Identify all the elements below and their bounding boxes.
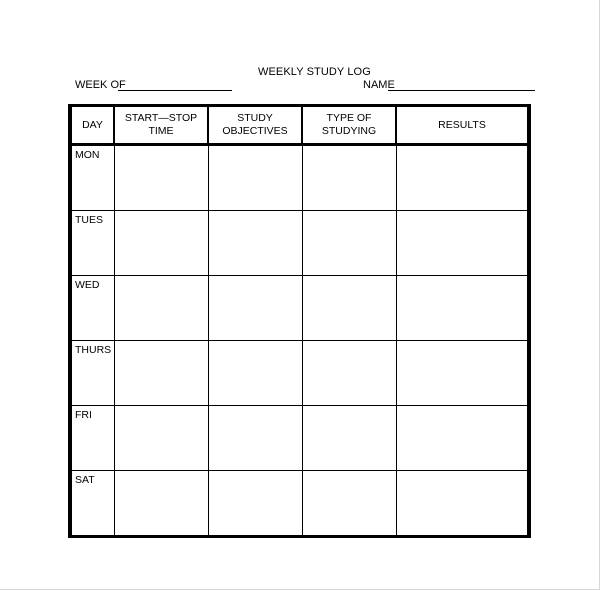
day-cell: THURS	[70, 341, 114, 406]
results-cell[interactable]	[396, 406, 529, 471]
table-row	[70, 145, 529, 211]
objectives-cell[interactable]	[208, 406, 302, 471]
header-type-of-studying	[302, 106, 396, 145]
table-row	[70, 471, 529, 537]
header-results	[396, 106, 529, 145]
time-cell[interactable]	[114, 145, 208, 211]
objectives-cell[interactable]	[208, 145, 302, 211]
table-row	[70, 276, 529, 341]
header-day	[70, 106, 114, 145]
week-of-blank-line[interactable]	[118, 90, 232, 91]
header-objectives-line2: OBJECTIVES	[222, 125, 288, 137]
objectives-cell[interactable]	[208, 211, 302, 276]
results-cell[interactable]	[396, 341, 529, 406]
header-type-line1: TYPE OF	[326, 112, 372, 124]
time-cell[interactable]	[114, 211, 208, 276]
study-log-table	[68, 104, 531, 538]
day-cell: WED	[70, 276, 114, 341]
document-title: WEEKLY STUDY LOG	[258, 66, 371, 78]
type-cell[interactable]	[302, 211, 396, 276]
objectives-cell[interactable]	[208, 341, 302, 406]
time-cell[interactable]	[114, 471, 208, 537]
header-start-stop-time	[114, 106, 208, 145]
time-cell[interactable]	[114, 276, 208, 341]
header-time-line2: TIME	[148, 125, 174, 137]
day-cell: FRI	[70, 406, 114, 471]
header-time-line1: START—STOP	[124, 112, 198, 124]
name-blank-line[interactable]	[388, 90, 535, 91]
day-cell: MON	[70, 145, 114, 211]
type-cell[interactable]	[302, 341, 396, 406]
time-cell[interactable]	[114, 406, 208, 471]
type-cell[interactable]	[302, 471, 396, 537]
header-results-line1: RESULTS	[438, 118, 486, 131]
type-cell[interactable]	[302, 406, 396, 471]
type-cell[interactable]	[302, 145, 396, 211]
results-cell[interactable]	[396, 145, 529, 211]
results-cell[interactable]	[396, 211, 529, 276]
table-row	[70, 406, 529, 471]
table-row	[70, 211, 529, 276]
time-cell[interactable]	[114, 341, 208, 406]
header-study-objectives	[208, 106, 302, 145]
day-cell: TUES	[70, 211, 114, 276]
type-cell[interactable]	[302, 276, 396, 341]
header-day-line1: DAY	[82, 118, 103, 131]
header-objectives-line1: STUDY	[237, 112, 273, 124]
table-row	[70, 341, 529, 406]
header-type-line2: STUDYING	[321, 125, 377, 137]
results-cell[interactable]	[396, 276, 529, 341]
objectives-cell[interactable]	[208, 276, 302, 341]
objectives-cell[interactable]	[208, 471, 302, 537]
day-cell: SAT	[70, 471, 114, 537]
results-cell[interactable]	[396, 471, 529, 537]
table-header-row	[70, 106, 529, 145]
week-of-label: WEEK OF	[75, 79, 126, 91]
name-label: NAME	[363, 79, 395, 91]
